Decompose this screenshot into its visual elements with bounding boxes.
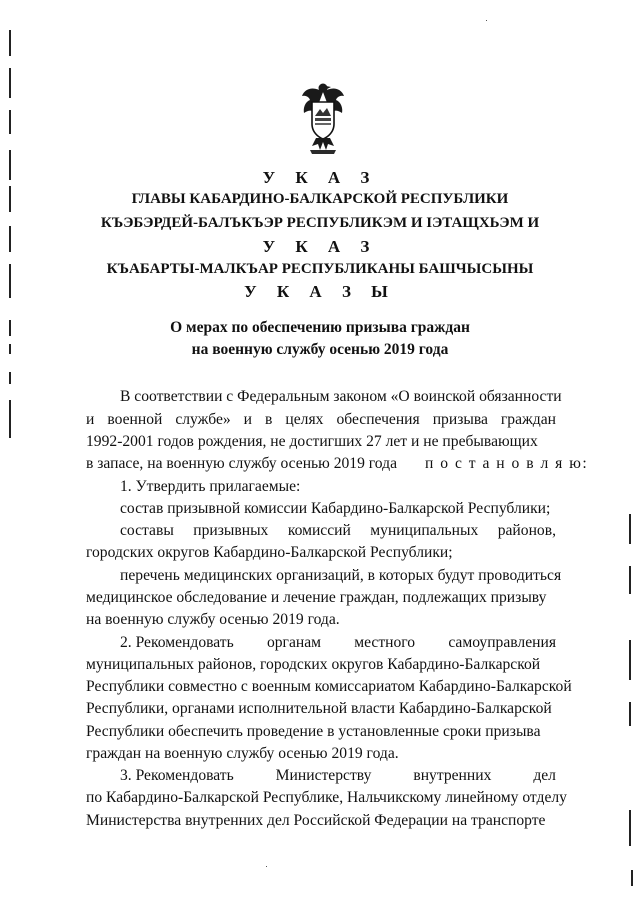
body-line: по Кабардино-Балкарской Республике, Нальчикскому линейному отделу xyxy=(86,789,567,806)
body-line: медицинское обследование и лечение граждан, подлежащих призыву xyxy=(86,589,547,606)
scan-speck xyxy=(266,866,267,867)
scan-mark xyxy=(9,68,11,98)
body-line: в запасе, на военную службу осенью 2019 года п о с т а н о в л я ю: xyxy=(86,455,589,472)
scan-mark xyxy=(9,372,11,384)
header-line-balkar: КЪАБАРТЫ-МАЛКЪАР РЕСПУБЛИКАНЫ БАШЧЫСЫНЫ xyxy=(106,261,534,277)
resolve-word: п о с т а н о в л я ю: xyxy=(425,455,589,472)
scan-mark xyxy=(629,514,631,544)
decree-word-kabardian: У К А З xyxy=(262,237,378,256)
body-line: составы призывных комиссий муниципальных районов, xyxy=(120,522,556,539)
body-line: муниципальных районов, городских округов Кабардино-Балкарской xyxy=(86,656,541,673)
body-line: и военной службе» и в целях обеспечения призыва граждан xyxy=(86,411,556,428)
scan-mark xyxy=(629,566,631,594)
scan-mark xyxy=(629,702,631,726)
decree-word-balkar: У К А З Ы xyxy=(244,282,396,301)
body-line: В соответствии с Федеральным законом «О воинской обязанности xyxy=(120,388,562,405)
decree-title-line-1: О мерах по обеспечению призыва граждан xyxy=(170,319,470,336)
body-line: на военную службу осенью 2019 года. xyxy=(86,611,340,628)
body-line: Республики совместно с военным комиссариатом Кабардино-Балкарской xyxy=(86,678,572,695)
body-line: 2. Рекомендовать органам местного самоуправления xyxy=(120,634,556,651)
decree-word: У К А З xyxy=(262,168,378,187)
body-line: 3. Рекомендовать Министерству внутренних дел xyxy=(120,767,556,784)
body-line: городских округов Кабардино-Балкарской Республики; xyxy=(86,544,453,561)
scan-mark xyxy=(9,30,11,56)
body-line: 1992-2001 годов рождения, не достигших 27 лет и не пребывающих xyxy=(86,433,538,450)
scan-mark xyxy=(9,400,11,438)
body-line: состав призывной комиссии Кабардино-Балкарской Республики; xyxy=(120,500,551,517)
coat-of-arms-emblem xyxy=(300,78,346,156)
body-line: перечень медицинских организаций, в которых будут проводиться xyxy=(120,567,562,584)
header-line-kabardian: КЪЭБЭРДЕЙ-БАЛЪКЪЭР РЕСПУБЛИКЭМ И ІЭТАЩХЬЭМ И xyxy=(100,215,540,231)
body-line: 1. Утвердить прилагаемые: xyxy=(120,478,301,495)
scan-mark xyxy=(9,110,11,134)
scan-mark xyxy=(631,870,633,886)
body-line: Республики обеспечить проведение в установленные сроки призыва xyxy=(86,723,541,740)
decree-title-line-2: на военную службу осенью 2019 года xyxy=(191,341,449,358)
body-line: Министерства внутренних дел Российской Федерации на транспорте xyxy=(86,812,546,829)
body-line: Республики, органами исполнительной власти Кабардино-Балкарской xyxy=(86,700,552,717)
scan-mark xyxy=(629,640,631,680)
scan-speck xyxy=(486,20,487,21)
body-line: граждан на военную службу осенью 2019 года. xyxy=(86,745,399,762)
scan-mark xyxy=(629,810,631,846)
header-line-russian: ГЛАВЫ КАБАРДИНО-БАЛКАРСКОЙ РЕСПУБЛИКИ xyxy=(131,191,509,207)
